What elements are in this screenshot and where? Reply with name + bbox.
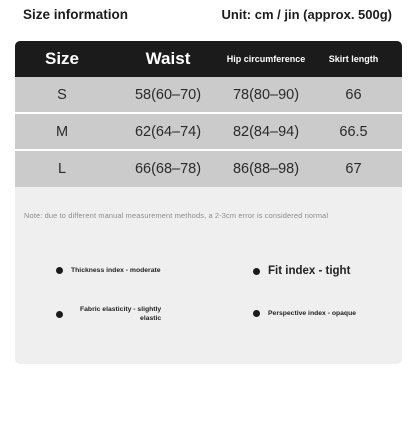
perspective-attribute [253,310,356,317]
size-cell: S [57,87,67,103]
bullet-icon [253,310,260,317]
table-row [15,151,402,187]
size-cell: L [57,161,67,177]
perspective-label: Perspective index - opaque [268,310,357,317]
fit-attribute [253,265,350,277]
fit-label: Fit index - tight [268,265,351,277]
column-header-hip: Hip circumference [226,54,306,64]
bullet-icon [56,267,63,274]
skirt-length-cell: 66 [345,87,362,103]
waist-cell: 66(68–78) [134,161,202,177]
size-card [15,41,402,364]
table-header [15,41,402,77]
page-title: Size information [23,7,129,22]
bullet-icon [253,268,260,275]
thickness-label: Thickness index - moderate [71,267,161,274]
table-row [15,114,402,150]
elasticity-attribute [56,305,161,323]
bullet-icon [56,311,63,318]
column-header-skirt-length: Skirt length [328,54,379,64]
elasticity-label-line2: elastic [140,315,162,322]
elasticity-label [80,305,161,323]
column-header-waist: Waist [145,49,191,68]
unit-label: Unit: cm / jin (approx. 500g) [221,7,392,22]
column-header-size: Size [44,49,80,68]
hip-cell: 86(88–98) [232,161,300,177]
skirt-length-cell: 67 [345,161,362,177]
hip-cell: 78(80–90) [232,87,300,103]
size-cell: M [55,124,69,140]
table-row [15,77,402,113]
waist-cell: 58(60–70) [134,87,202,103]
skirt-length-cell: 66.5 [339,124,368,140]
elasticity-label-line1: Fabric elasticity - slightly [80,306,162,313]
measurement-note: Note: due to different manual measurement methods, a 2-3cm error is considered normal [24,211,329,220]
waist-cell: 62(64–74) [134,124,202,140]
hip-cell: 82(84–94) [232,124,300,140]
thickness-attribute [56,267,161,274]
page-header [0,0,416,34]
